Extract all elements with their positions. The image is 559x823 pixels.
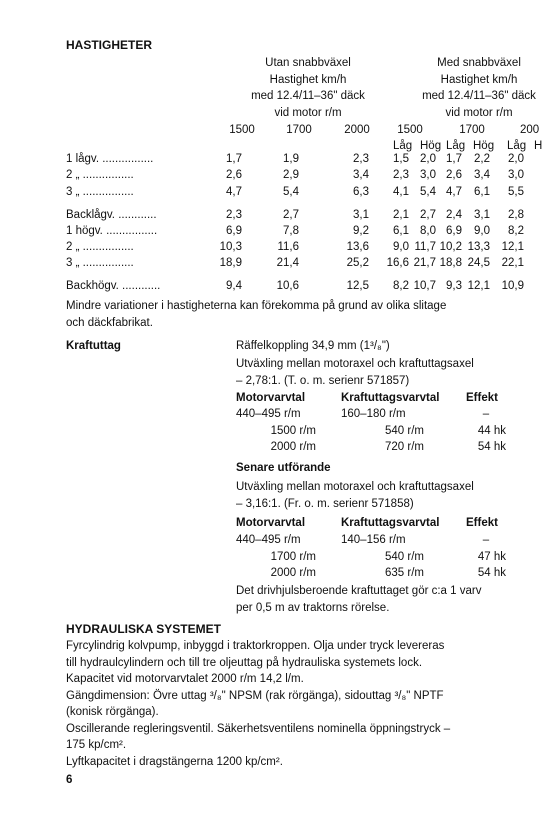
speed-value: 2,7 (283, 209, 299, 221)
speeds-heading: HASTIGHETER (66, 38, 153, 52)
pto-cell: 1500 r/m (270, 424, 316, 437)
pto-cell: 54 hk (477, 567, 506, 579)
speed-value: 4,1 (393, 186, 409, 198)
gear-label: 2 „ ................ (66, 169, 134, 181)
rpm-header: 200 (520, 124, 540, 136)
text-line: Fyrcylindrig kolvpump, inbyggd i traktorkroppen. Olja under tryck levereras (66, 640, 445, 652)
speed-value: 1,7 (446, 153, 462, 165)
header-line: Utan snabbväxel (265, 57, 351, 69)
pto-cell: 540 r/m (385, 424, 424, 437)
speed-value: 10,7 (413, 280, 436, 292)
speed-value: 6,3 (353, 186, 369, 198)
col-header-engine: Motorvarvtal (236, 517, 306, 529)
speed-value: 8,0 (420, 225, 436, 237)
rpm-header: 1700 (459, 124, 485, 136)
speed-value: 7,8 (283, 225, 299, 237)
text-line: Gängdimension: Övre uttag ³/₈" NPSM (rak rörgänga), sidouttag ³/₈" NPTF (66, 689, 444, 702)
col-header-power: Effekt (466, 517, 498, 529)
speed-value: 12,5 (346, 280, 369, 292)
speed-value: 9,0 (393, 241, 409, 253)
speed-value: 4,7 (226, 186, 242, 198)
later-version-heading: Senare utförande (236, 462, 331, 474)
note-line: och däckfabrikat. (66, 316, 153, 329)
gear-label: 3 „ ................ (66, 186, 134, 198)
low-high-label: H (534, 140, 543, 152)
speed-value: 5,4 (420, 186, 436, 198)
note-line: Mindre variationer i hastigheterna kan förekomma på grund av olika slitage (66, 300, 447, 312)
speed-value: 6,9 (446, 225, 462, 237)
pto-cell: 635 r/m (385, 567, 424, 579)
pto-cell: 440–495 r/m (236, 534, 301, 546)
speed-value: 3,1 (474, 209, 490, 221)
gear-label: 2 „ ................ (66, 241, 134, 253)
pto-cell: 140–156 r/m (341, 534, 406, 546)
speed-value: 2,7 (420, 209, 436, 221)
pto-cell: 160–180 r/m (341, 408, 406, 420)
rpm-header: 2000 (344, 124, 370, 136)
rpm-header: 1500 (229, 124, 255, 136)
pto-cell: 47 hk (477, 550, 506, 563)
speed-value: 16,6 (386, 257, 409, 269)
speed-value: 2,8 (508, 209, 524, 221)
low-high-label: Låg (507, 140, 527, 152)
low-high-label: Låg (393, 140, 413, 152)
pto-cell: 1700 r/m (270, 550, 316, 563)
pto-cell: 540 r/m (385, 550, 424, 563)
speed-value: 10,3 (219, 241, 242, 253)
speed-value: 3,0 (508, 169, 524, 181)
text-line: Kapacitet vid motorvarvtalet 2000 r/m 14,2 l/m. (66, 673, 304, 685)
header-line: Hastighet km/h (269, 73, 347, 86)
speed-value: 24,5 (467, 257, 490, 269)
speed-value: 3,1 (353, 209, 369, 221)
speed-value: 22,1 (501, 257, 524, 269)
speed-value: 2,9 (283, 169, 299, 181)
col-header-pto: Kraftuttagsvarvtal (341, 392, 440, 404)
speed-value: 21,7 (413, 257, 436, 269)
text-line: Utväxling mellan motoraxel och kraftuttagsaxel (236, 481, 474, 493)
speed-value: 3,4 (353, 169, 369, 181)
speeds-note (66, 298, 446, 331)
pto-cell: 2000 r/m (270, 567, 316, 579)
col-header-engine: Motorvarvtal (236, 392, 306, 404)
speed-value: 1,5 (393, 153, 409, 165)
header-line: med 12.4/11–36" däck (422, 90, 536, 102)
pto-cell: 440–495 r/m (236, 408, 301, 420)
speed-value: 1,7 (226, 153, 242, 165)
speed-value: 2,3 (226, 209, 242, 221)
speed-value: 2,6 (226, 169, 242, 181)
speed-value: 5,5 (508, 186, 524, 198)
pto-cell: 720 r/m (385, 441, 424, 453)
speed-value: 9,4 (226, 280, 242, 292)
speed-value: 2,2 (474, 153, 490, 165)
text-line: Det drivhjulsberoende kraftuttaget gör c:a 1 varv (236, 585, 482, 597)
header-line: vid motor r/m (445, 106, 513, 119)
speed-value: 25,2 (346, 257, 369, 269)
header-line: Hastighet km/h (440, 73, 518, 86)
with-overdrive-header (404, 55, 554, 121)
speed-value: 6,9 (226, 225, 242, 237)
hydraulics-heading: HYDRAULISKA SYSTEMET (66, 622, 221, 636)
speed-value: 9,3 (446, 280, 462, 292)
header-line: vid motor r/m (274, 106, 342, 119)
speed-value: 3,4 (474, 169, 490, 181)
gear-label: 3 „ ................ (66, 257, 134, 269)
text-line: Oscillerande regleringsventil. Säkerhetsventilens nominella öppningstryck – (66, 722, 451, 735)
pto-cell: 2000 r/m (270, 441, 316, 453)
low-high-label: Hög (473, 140, 495, 152)
ground-drive-note (236, 583, 481, 616)
text-line: Lyftkapacitet i dragstängerna 1200 kp/cm². (66, 755, 283, 768)
speed-value: 6,1 (474, 186, 490, 198)
low-high-label: Låg (446, 140, 466, 152)
header-line: Med snabbväxel (437, 57, 521, 69)
speed-value: 2,1 (393, 209, 409, 221)
gear-label: 1 lågv. ................ (66, 153, 154, 165)
gear-label: 1 högv. ................ (66, 225, 158, 237)
speed-value: 12,1 (467, 280, 490, 292)
pto-cell: – (482, 408, 490, 420)
speed-value: 11,6 (277, 241, 299, 253)
speed-value: 6,1 (393, 225, 409, 237)
text-line: – 2,78:1. (T. o. m. serienr 571857) (236, 374, 410, 387)
speed-value: 1,9 (283, 153, 299, 165)
header-line: med 12.4/11–36" däck (251, 90, 365, 102)
text-line: (konisk rörgänga). (66, 706, 159, 718)
hydraulics-text (66, 638, 450, 770)
speed-value: 2,0 (420, 153, 436, 165)
pto-ratio-later (236, 479, 474, 512)
speed-value: 2,0 (508, 153, 524, 165)
rpm-header: 1500 (397, 124, 423, 136)
pto-heading: Kraftuttag (66, 340, 121, 352)
rpm-header: 1700 (286, 124, 312, 136)
speed-value: 2,3 (353, 153, 369, 165)
gear-label: Backlågv. ............ (66, 209, 157, 221)
speed-value: 4,7 (446, 186, 462, 198)
text-line: Utväxling mellan motoraxel och kraftuttagsaxel (236, 358, 474, 370)
speed-value: 10,6 (276, 280, 299, 292)
speed-value: 9,2 (353, 225, 369, 237)
speed-value: 13,3 (467, 241, 490, 253)
col-header-power: Effekt (466, 392, 498, 404)
pto-cell: 44 hk (477, 424, 506, 437)
without-overdrive-header (233, 55, 383, 121)
page-number: 6 (66, 774, 73, 786)
col-header-pto: Kraftuttagsvarvtal (341, 517, 440, 529)
speed-value: 10,2 (439, 241, 462, 253)
speed-value: 18,8 (439, 257, 462, 269)
pto-ratio-early (236, 356, 474, 389)
speed-value: 18,9 (219, 257, 242, 269)
gear-label: Backhögv. ............ (66, 280, 161, 292)
speed-value: 21,4 (276, 257, 299, 269)
speed-value: 9,0 (474, 225, 490, 237)
pto-coupling: Räffelkoppling 34,9 mm (1³/₈") (236, 340, 390, 352)
speed-value: 13,6 (346, 241, 369, 253)
text-line: 175 kp/cm². (66, 739, 127, 751)
text-line: till hydraulcylindern och till tre oljeuttag på hydrauliska systemets lock. (66, 656, 423, 669)
speed-value: 2,3 (393, 169, 409, 181)
speed-value: 8,2 (508, 225, 524, 237)
speed-value: 11,7 (414, 241, 436, 253)
text-line: per 0,5 m av traktorns rörelse. (236, 601, 390, 614)
low-high-label: Hög (420, 140, 442, 152)
speed-value: 12,1 (501, 241, 524, 253)
speed-value: 2,4 (446, 209, 462, 221)
speed-value: 2,6 (446, 169, 462, 181)
speed-value: 10,9 (501, 280, 524, 292)
text-line: – 3,16:1. (Fr. o. m. serienr 571858) (236, 497, 414, 510)
speed-value: 3,0 (420, 169, 436, 181)
pto-cell: 54 hk (477, 441, 506, 453)
pto-cell: – (482, 534, 490, 546)
speed-value: 8,2 (393, 280, 409, 292)
speed-value: 5,4 (283, 186, 299, 198)
